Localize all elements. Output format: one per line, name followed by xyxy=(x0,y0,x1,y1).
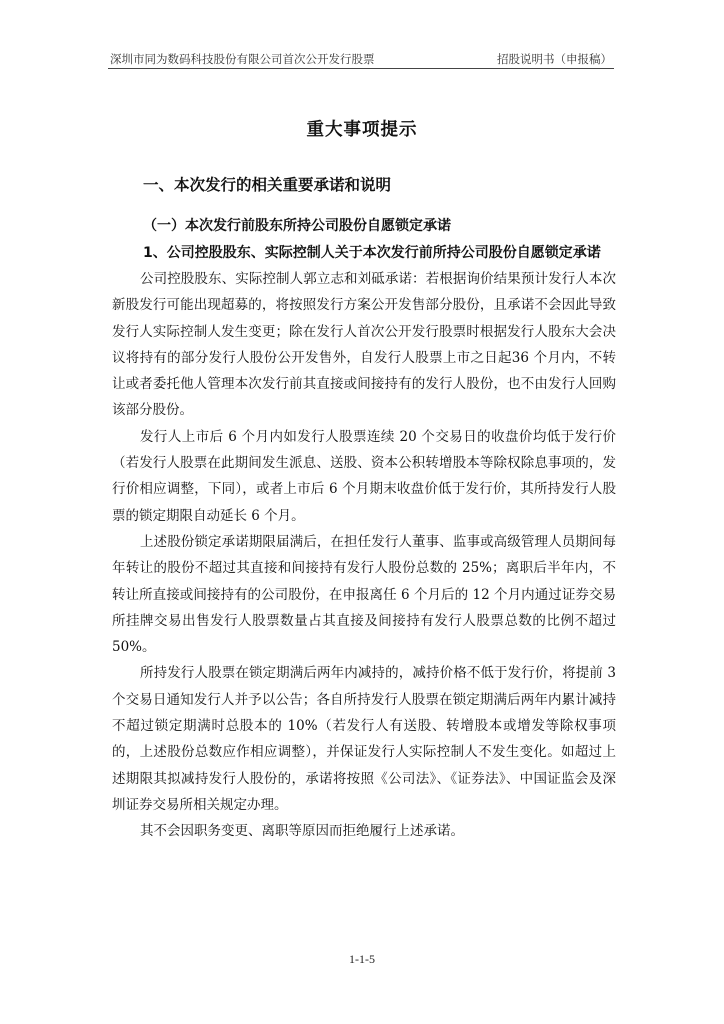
paragraph-no-refusal: 其不会因职务变更、离职等原因而拒绝履行上述承诺。 xyxy=(140,823,464,840)
item-heading: 1、公司控股股东、实际控制人关于本次发行前所持公司股份自愿锁定承诺 xyxy=(143,245,601,261)
paragraph-reduction-terms: 所持发行人股票在锁定期满后两年内减持的，减持价格不低于发行价，将提前 3 个交易日通知发行人并予以公告；各自所持发行人股票在锁定期满后两年内累计减持不超过锁定期满时总股本的 10%（若发行人有送股、转增股本或增发等除权事项的，上述股份总数应作相应调整），并保证发行人实际控制人不发生变化。如超过上述期限其拟减持发行人股份的，承诺将按照《公司法》、《证券法》、中国证监会及深圳证券交易所相关规定办理。 xyxy=(112,665,616,813)
page-number: 1-1-5 xyxy=(349,952,375,966)
paragraph-lockup-commitment: 公司控股股东、实际控制人郭立志和刘砥承诺：若根据询价结果预计发行人本次新股发行可能出现超募的，将按照发行方案公开发售部分股份，且承诺不会因此导致发行人实际控制人发生变更；除在发行人首次公开发行股票时根据发行人股东大会决议将持有的部分发行人股份公开发售外，自发行人股票上市之日起36 个月内，不转让或者委托他人管理本次发行前其直接或间接持有的发行人股份，也不由发行人回购该部分股份。 xyxy=(112,271,616,419)
header-company-name: 深圳市同为数码科技股份有限公司首次公开发行股票 xyxy=(110,52,375,66)
page-title: 重大事项提示 xyxy=(306,120,418,140)
page-header xyxy=(108,50,614,69)
paragraph-transfer-limits: 上述股份锁定承诺期限届满后，在担任发行人董事、监事或高级管理人员期间每年转让的股份不超过其直接和间接持有发行人股份总数的 25%；离职后半年内，不转让所直接或间接持有的公司股份，在申报离任 6 个月后的 12 个月内通过证券交易所挂牌交易出售发行人股票数量占其直接及间接持有发行人股票总数的比例不超过 50%。 xyxy=(112,533,616,656)
body-text xyxy=(112,266,616,845)
header-document-type: 招股说明书（申报稿） xyxy=(497,52,612,66)
paragraph-lockup-extension: 发行人上市后 6 个月内如发行人股票连续 20 个交易日的收盘价均低于发行价（若发行人股票在此期间发生派息、送股、资本公积转增股本等除权除息事项的，发行价相应调整，下同），或者上市后 6 个月期末收盘价低于发行价，其所持发行人股票的锁定期限自动延长 6 个月。 xyxy=(112,428,616,524)
subsection-heading: （一）本次发行前股东所持公司股份自愿锁定承诺 xyxy=(143,218,451,234)
section-heading: 一、本次发行的相关重要承诺和说明 xyxy=(143,176,392,194)
